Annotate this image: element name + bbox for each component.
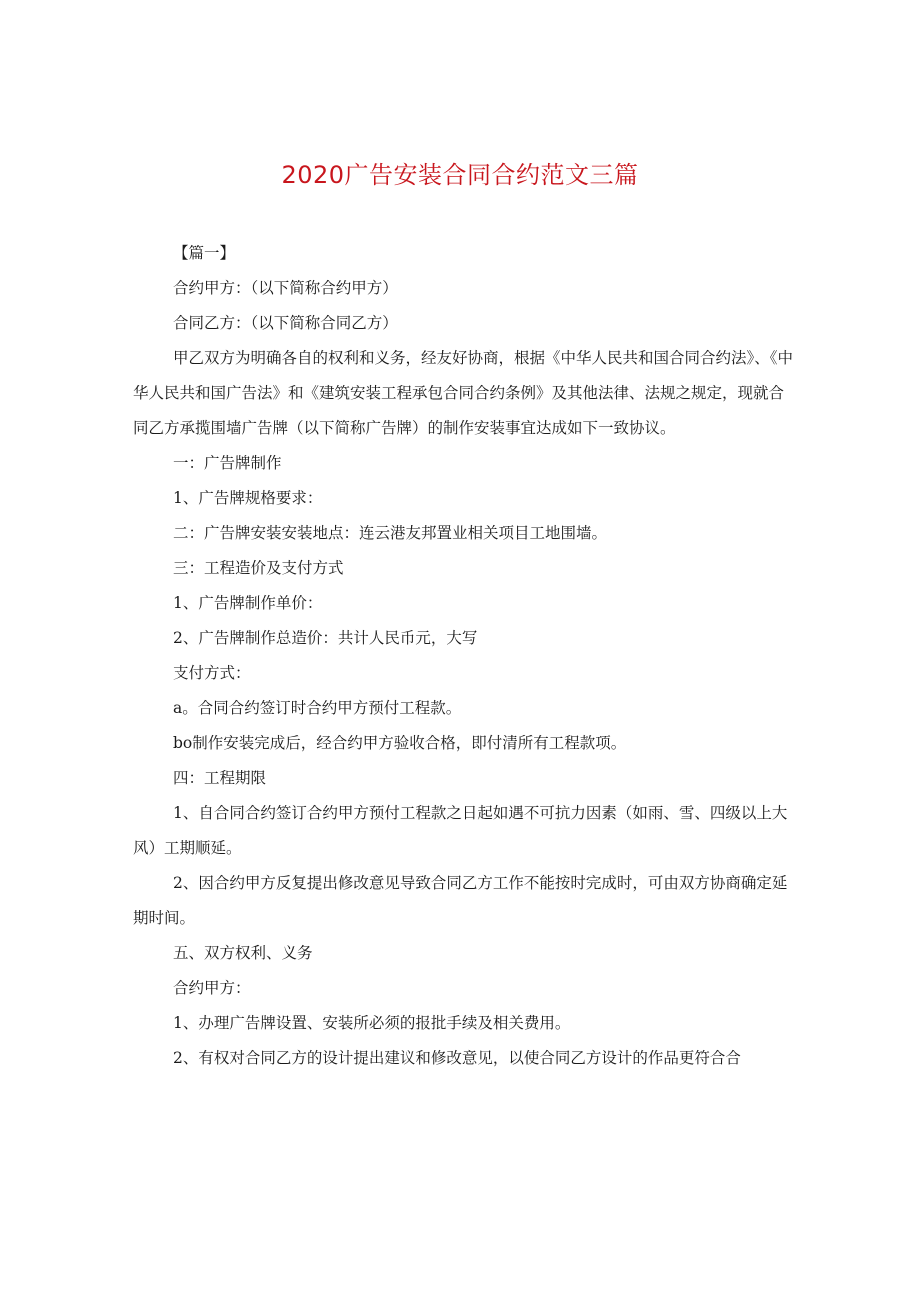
clause-heading: 五、双方权利、义务 (173, 944, 313, 962)
party-b-line: 合同乙方：（以下简称合同乙方） (173, 314, 398, 332)
clause-item: 合约甲方： (173, 979, 251, 997)
clause-item: 1、办理广告牌设置、安装所必须的报批手续及相关费用。 (173, 1014, 571, 1032)
clause-heading: 四：工程期限 (173, 769, 267, 787)
clause-item: 2、广告牌制作总造价：共计人民币元，大写 (173, 629, 478, 647)
clause-heading: 三：工程造价及支付方式 (173, 559, 344, 577)
clause-heading: 一：广告牌制作 (173, 454, 282, 472)
clause-item: a。合同合约签订时合约甲方预付工程款。 (173, 699, 462, 717)
document-title: 2020广告安装合同合约范文三篇 (281, 161, 639, 189)
clause-heading: 二：广告牌安装安装地点：连云港友邦置业相关项目工地围墙。 (173, 524, 608, 542)
clause-item: 2、有权对合同乙方的设计提出建议和修改意见，以使合同乙方设计的作品更符合合 (173, 1049, 741, 1067)
clause-item: 支付方式： (173, 664, 251, 682)
section-heading: 【篇一】 (173, 244, 236, 262)
clause-item: 1、广告牌制作单价： (173, 594, 323, 612)
document-body (133, 236, 793, 1076)
party-a-line: 合约甲方：（以下简称合约甲方） (173, 279, 398, 297)
clause-item: 2、因合约甲方反复提出修改意见导致合同乙方工作不能按时完成时，可由双方协商确定延期时间。 (133, 874, 788, 927)
clause-item: 1、广告牌规格要求： (173, 489, 323, 507)
clause-item: 1、自合同合约签订合约甲方预付工程款之日起如遇不可抗力因素（如雨、雪、四级以上大风）工期顺延。 (133, 804, 788, 857)
preamble-paragraph: 甲乙双方为明确各自的权利和义务，经友好协商，根据《中华人民共和国合同合约法》、《中华人民共和国广告法》和《建筑安装工程承包合同合约条例》及其他法律、法规之规定，现就合同乙方承揽围墙广告牌（以下简称广告牌）的制作安装事宜达成如下一致协议。 (133, 349, 794, 437)
clause-item: bo制作安装完成后，经合约甲方验收合格，即付清所有工程款项。 (173, 734, 627, 752)
